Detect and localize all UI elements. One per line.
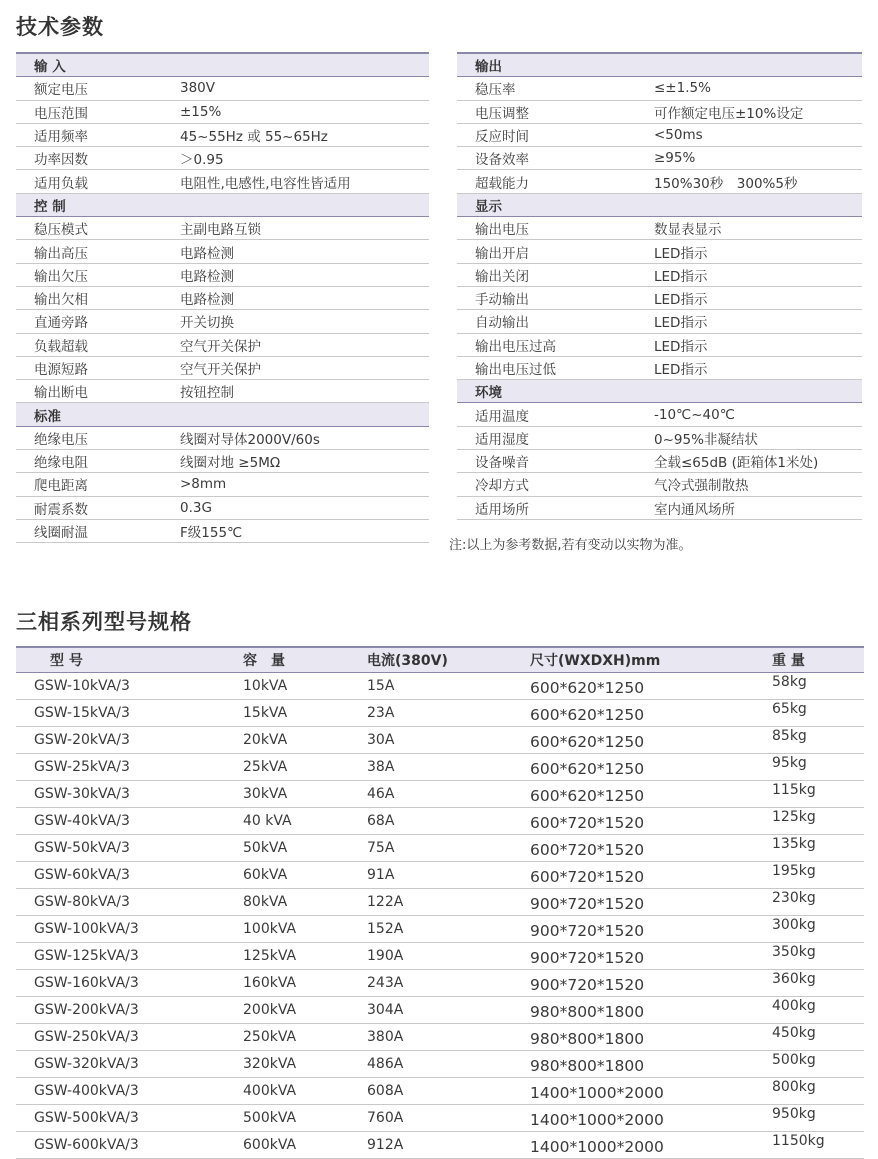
current-cell: 243A — [367, 970, 530, 997]
left-spec-row — [16, 333, 429, 356]
spec-label: 超载能力 — [457, 170, 636, 193]
left-section-header — [16, 53, 429, 77]
model-cell: GSW-100kVA/3 — [16, 916, 243, 943]
current-cell: 486A — [367, 1051, 530, 1078]
capacity-cell: 125kVA — [243, 943, 367, 970]
spec-label: 负载超载 — [16, 333, 162, 356]
dimensions-cell: 1400*1000*2000 — [530, 1132, 772, 1159]
spec-value: F级155℃ — [162, 519, 429, 542]
current-cell: 380A — [367, 1024, 530, 1051]
header-dimensions: 尺寸(WXDXH)mm — [530, 647, 772, 673]
spec-label: 适用频率 — [16, 123, 162, 146]
left-spec-row — [16, 426, 429, 449]
left-spec-row — [16, 170, 429, 193]
current-cell: 38A — [367, 754, 530, 781]
table-row — [16, 700, 864, 727]
capacity-cell: 15kVA — [243, 700, 367, 727]
spec-label: 输出高压 — [16, 240, 162, 263]
spec-value: 电阻性,电感性,电容性皆适用 — [162, 170, 429, 193]
spec-table-left — [16, 52, 429, 543]
table-row — [16, 889, 864, 916]
right-spec-row — [457, 356, 862, 379]
spec-label: 线圈耐温 — [16, 519, 162, 542]
spec-value: 按钮控制 — [162, 380, 429, 403]
spec-label: 稳压率 — [457, 77, 636, 100]
capacity-cell: 10kVA — [243, 673, 367, 700]
capacity-cell: 250kVA — [243, 1024, 367, 1051]
right-spec-row — [457, 403, 862, 426]
spec-label: 输出关闭 — [457, 263, 636, 286]
spec-value: 0~95%非凝结状 — [636, 426, 862, 449]
model-cell: GSW-320kVA/3 — [16, 1051, 243, 1078]
current-cell: 46A — [367, 781, 530, 808]
current-cell: 122A — [367, 889, 530, 916]
spec-value: >8mm — [162, 473, 429, 496]
weight-cell: 85kg — [772, 727, 864, 754]
left-spec-row — [16, 77, 429, 100]
capacity-cell: 160kVA — [243, 970, 367, 997]
model-spec-table — [16, 646, 864, 1159]
table-row — [16, 1132, 864, 1159]
spec-value: ≤±1.5% — [636, 77, 862, 100]
spec-label: 输出断电 — [16, 380, 162, 403]
spec-label: 手动输出 — [457, 286, 636, 309]
capacity-cell: 320kVA — [243, 1051, 367, 1078]
spec-label: 电压调整 — [457, 100, 636, 123]
spec-label: 设备噪音 — [457, 450, 636, 473]
left-spec-row — [16, 147, 429, 170]
capacity-cell: 500kVA — [243, 1105, 367, 1132]
spec-label: 输出开启 — [457, 240, 636, 263]
dimensions-cell: 900*720*1520 — [530, 970, 772, 997]
model-table-header — [16, 647, 864, 673]
spec-value: 电路检测 — [162, 240, 429, 263]
current-cell: 23A — [367, 700, 530, 727]
right-spec-row — [457, 77, 862, 100]
dimensions-cell: 600*620*1250 — [530, 727, 772, 754]
spec-label: 稳压模式 — [16, 217, 162, 240]
spec-label: 输出欠相 — [16, 286, 162, 309]
spec-value: 0.3G — [162, 496, 429, 519]
weight-cell: 500kg — [772, 1051, 864, 1078]
table-row — [16, 943, 864, 970]
header-capacity: 容 量 — [243, 647, 367, 673]
spec-value: 全载≤65dB (距箱体1米处) — [636, 450, 862, 473]
current-cell: 304A — [367, 997, 530, 1024]
spec-value: 45~55Hz 或 55~65Hz — [162, 123, 429, 146]
dimensions-cell: 980*800*1800 — [530, 997, 772, 1024]
spec-value: ＞0.95 — [162, 147, 429, 170]
models-title: 三相系列型号规格 — [16, 610, 192, 634]
section-title: 标准 — [16, 403, 429, 426]
model-cell: GSW-20kVA/3 — [16, 727, 243, 754]
current-cell: 30A — [367, 727, 530, 754]
left-spec-row — [16, 240, 429, 263]
spec-label: 自动输出 — [457, 310, 636, 333]
left-spec-row — [16, 496, 429, 519]
header-model: 型 号 — [16, 647, 243, 673]
left-spec-row — [16, 519, 429, 542]
spec-label: 冷却方式 — [457, 473, 636, 496]
right-spec-row — [457, 123, 862, 146]
spec-value: 空气开关保护 — [162, 333, 429, 356]
dimensions-cell: 900*720*1520 — [530, 916, 772, 943]
spec-value: LED指示 — [636, 263, 862, 286]
dimensions-cell: 600*720*1520 — [530, 835, 772, 862]
left-spec-row — [16, 123, 429, 146]
right-spec-row — [457, 217, 862, 240]
dimensions-cell: 600*720*1520 — [530, 808, 772, 835]
spec-label: 适用负载 — [16, 170, 162, 193]
table-row — [16, 997, 864, 1024]
model-cell: GSW-160kVA/3 — [16, 970, 243, 997]
spec-value: 可作额定电压±10%设定 — [636, 100, 862, 123]
left-spec-row — [16, 286, 429, 309]
right-section-header — [457, 53, 862, 77]
spec-value: <50ms — [636, 123, 862, 146]
capacity-cell: 25kVA — [243, 754, 367, 781]
spec-value: 380V — [162, 77, 429, 100]
capacity-cell: 80kVA — [243, 889, 367, 916]
capacity-cell: 30kVA — [243, 781, 367, 808]
spec-value: 气冷式强制散热 — [636, 473, 862, 496]
spec-label: 输出电压过高 — [457, 333, 636, 356]
model-cell: GSW-80kVA/3 — [16, 889, 243, 916]
spec-label: 设备效率 — [457, 147, 636, 170]
weight-cell: 1150kg — [772, 1132, 864, 1159]
spec-value: 数显表显示 — [636, 217, 862, 240]
left-spec-row — [16, 356, 429, 379]
left-spec-row — [16, 263, 429, 286]
spec-label: 适用湿度 — [457, 426, 636, 449]
weight-cell: 450kg — [772, 1024, 864, 1051]
spec-label: 功率因数 — [16, 147, 162, 170]
section-title: 输出 — [457, 53, 862, 77]
spec-value: ±15% — [162, 100, 429, 123]
current-cell: 68A — [367, 808, 530, 835]
weight-cell: 300kg — [772, 916, 864, 943]
left-spec-row — [16, 473, 429, 496]
spec-value: 开关切换 — [162, 310, 429, 333]
table-row — [16, 1078, 864, 1105]
spec-value: 主副电路互锁 — [162, 217, 429, 240]
left-spec-row — [16, 310, 429, 333]
table-row — [16, 970, 864, 997]
current-cell: 152A — [367, 916, 530, 943]
weight-cell: 115kg — [772, 781, 864, 808]
model-cell: GSW-125kVA/3 — [16, 943, 243, 970]
table-row — [16, 835, 864, 862]
spec-label: 输出欠压 — [16, 263, 162, 286]
table-row — [16, 754, 864, 781]
right-spec-row — [457, 310, 862, 333]
table-row — [16, 916, 864, 943]
reference-note: 注:以上为参考数据,若有变动以实物为准。 — [449, 538, 692, 553]
header-current: 电流(380V) — [367, 647, 530, 673]
dimensions-cell: 980*800*1800 — [530, 1024, 772, 1051]
spec-value: 电路检测 — [162, 286, 429, 309]
dimensions-cell: 600*620*1250 — [530, 700, 772, 727]
spec-value: LED指示 — [636, 310, 862, 333]
weight-cell: 95kg — [772, 754, 864, 781]
table-row — [16, 1105, 864, 1132]
dimensions-cell: 600*620*1250 — [530, 781, 772, 808]
table-row — [16, 862, 864, 889]
capacity-cell: 40 kVA — [243, 808, 367, 835]
weight-cell: 65kg — [772, 700, 864, 727]
spec-label: 耐震系数 — [16, 496, 162, 519]
left-spec-row — [16, 217, 429, 240]
capacity-cell: 60kVA — [243, 862, 367, 889]
weight-cell: 58kg — [772, 673, 864, 700]
capacity-cell: 200kVA — [243, 997, 367, 1024]
spec-value: 150%30秒 300%5秒 — [636, 170, 862, 193]
right-spec-row — [457, 240, 862, 263]
spec-label: 直通旁路 — [16, 310, 162, 333]
dimensions-cell: 1400*1000*2000 — [530, 1105, 772, 1132]
right-spec-row — [457, 333, 862, 356]
left-section-header — [16, 403, 429, 426]
spec-value: LED指示 — [636, 286, 862, 309]
model-cell: GSW-40kVA/3 — [16, 808, 243, 835]
dimensions-cell: 1400*1000*2000 — [530, 1078, 772, 1105]
table-row — [16, 808, 864, 835]
spec-value: 空气开关保护 — [162, 356, 429, 379]
spec-value: LED指示 — [636, 333, 862, 356]
current-cell: 608A — [367, 1078, 530, 1105]
left-spec-row — [16, 100, 429, 123]
current-cell: 760A — [367, 1105, 530, 1132]
weight-cell: 800kg — [772, 1078, 864, 1105]
spec-label: 适用温度 — [457, 403, 636, 426]
spec-value: 线圈对地 ≥5MΩ — [162, 450, 429, 473]
capacity-cell: 100kVA — [243, 916, 367, 943]
model-cell: GSW-15kVA/3 — [16, 700, 243, 727]
weight-cell: 135kg — [772, 835, 864, 862]
current-cell: 15A — [367, 673, 530, 700]
model-cell: GSW-30kVA/3 — [16, 781, 243, 808]
spec-label: 电源短路 — [16, 356, 162, 379]
section-title: 显示 — [457, 193, 862, 216]
table-row — [16, 1051, 864, 1078]
spec-value: 电路检测 — [162, 263, 429, 286]
model-cell: GSW-250kVA/3 — [16, 1024, 243, 1051]
specs-title: 技术参数 — [16, 15, 104, 39]
dimensions-cell: 600*620*1250 — [530, 673, 772, 700]
right-spec-row — [457, 170, 862, 193]
model-cell: GSW-10kVA/3 — [16, 673, 243, 700]
spec-label: 适用场所 — [457, 496, 636, 519]
spec-label: 绝缘电阻 — [16, 450, 162, 473]
spec-value: LED指示 — [636, 356, 862, 379]
weight-cell: 125kg — [772, 808, 864, 835]
model-cell: GSW-200kVA/3 — [16, 997, 243, 1024]
right-spec-row — [457, 263, 862, 286]
right-spec-row — [457, 496, 862, 519]
right-spec-row — [457, 473, 862, 496]
model-cell: GSW-500kVA/3 — [16, 1105, 243, 1132]
model-cell: GSW-600kVA/3 — [16, 1132, 243, 1159]
capacity-cell: 400kVA — [243, 1078, 367, 1105]
weight-cell: 360kg — [772, 970, 864, 997]
left-spec-row — [16, 450, 429, 473]
section-title: 控 制 — [16, 193, 429, 216]
capacity-cell: 50kVA — [243, 835, 367, 862]
current-cell: 75A — [367, 835, 530, 862]
capacity-cell: 20kVA — [243, 727, 367, 754]
table-row — [16, 1024, 864, 1051]
model-cell: GSW-50kVA/3 — [16, 835, 243, 862]
dimensions-cell: 900*720*1520 — [530, 943, 772, 970]
weight-cell: 950kg — [772, 1105, 864, 1132]
spec-label: 爬电距离 — [16, 473, 162, 496]
model-cell: GSW-400kVA/3 — [16, 1078, 243, 1105]
spec-value: ≥95% — [636, 147, 862, 170]
spec-label: 额定电压 — [16, 77, 162, 100]
current-cell: 91A — [367, 862, 530, 889]
right-section-header — [457, 193, 862, 216]
spec-label: 绝缘电压 — [16, 426, 162, 449]
dimensions-cell: 980*800*1800 — [530, 1051, 772, 1078]
table-row — [16, 781, 864, 808]
spec-value: -10℃~40℃ — [636, 403, 862, 426]
left-spec-row — [16, 380, 429, 403]
spec-value: LED指示 — [636, 240, 862, 263]
right-spec-row — [457, 450, 862, 473]
current-cell: 190A — [367, 943, 530, 970]
table-row — [16, 673, 864, 700]
spec-value: 室内通风场所 — [636, 496, 862, 519]
weight-cell: 350kg — [772, 943, 864, 970]
section-title: 输 入 — [16, 53, 429, 77]
model-cell: GSW-25kVA/3 — [16, 754, 243, 781]
dimensions-cell: 900*720*1520 — [530, 889, 772, 916]
spec-label: 反应时间 — [457, 123, 636, 146]
table-row — [16, 727, 864, 754]
weight-cell: 195kg — [772, 862, 864, 889]
spec-table-right — [457, 52, 862, 520]
spec-value: 线圈对导体2000V/60s — [162, 426, 429, 449]
header-weight: 重 量 — [772, 647, 864, 673]
weight-cell: 400kg — [772, 997, 864, 1024]
current-cell: 912A — [367, 1132, 530, 1159]
section-title: 环境 — [457, 380, 862, 403]
spec-label: 输出电压 — [457, 217, 636, 240]
spec-label: 输出电压过低 — [457, 356, 636, 379]
right-section-header — [457, 380, 862, 403]
right-spec-row — [457, 286, 862, 309]
right-spec-row — [457, 426, 862, 449]
right-spec-row — [457, 100, 862, 123]
capacity-cell: 600kVA — [243, 1132, 367, 1159]
dimensions-cell: 600*720*1520 — [530, 862, 772, 889]
weight-cell: 230kg — [772, 889, 864, 916]
dimensions-cell: 600*620*1250 — [530, 754, 772, 781]
right-spec-row — [457, 147, 862, 170]
model-cell: GSW-60kVA/3 — [16, 862, 243, 889]
spec-label: 电压范围 — [16, 100, 162, 123]
left-section-header — [16, 193, 429, 216]
